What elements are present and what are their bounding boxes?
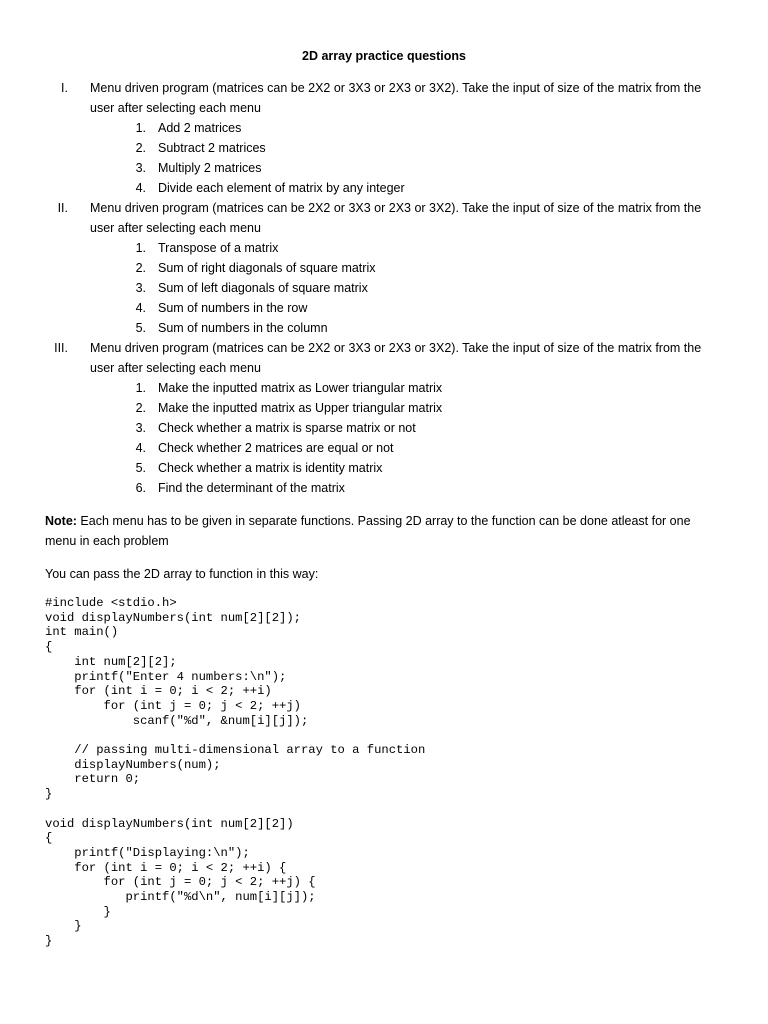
list-item-text: Sum of numbers in the column xyxy=(158,321,328,335)
list-item-text: Add 2 matrices xyxy=(158,121,242,135)
list-item-number: 3. xyxy=(135,161,146,175)
list-item-number: 5. xyxy=(135,321,146,335)
list-item-number: 4. xyxy=(135,301,146,315)
question-number: I. xyxy=(61,81,68,95)
list-item-text: Multiply 2 matrices xyxy=(158,161,262,175)
list-item-text: Sum of right diagonals of square matrix xyxy=(158,261,376,275)
note-paragraph xyxy=(45,511,725,551)
note-text: Each menu has to be given in separate functions. Passing 2D array to the function can be done atleast for one menu in each problem xyxy=(45,514,691,548)
list-item-text: Check whether a matrix is identity matrix xyxy=(158,461,383,475)
question-3-menu-list xyxy=(68,378,443,498)
page-title: 2D array practice questions xyxy=(302,49,466,63)
list-item-number: 2. xyxy=(135,261,146,275)
question-text: Menu driven program (matrices can be 2X2 or 3X3 or 2X3 or 3X2). Take the input of size of the matrix from the user after selecting each menu xyxy=(90,201,702,235)
question-text: Menu driven program (matrices can be 2X2 or 3X3 or 2X3 or 3X2). Take the input of size of the matrix from the user after selecting each menu xyxy=(90,341,702,375)
list-item-text: Divide each element of matrix by any integer xyxy=(158,181,405,195)
list-item-number: 6. xyxy=(135,481,146,495)
list-item-number: 1. xyxy=(135,241,146,255)
list-item-number: 2. xyxy=(135,141,146,155)
list-item-number: 3. xyxy=(135,421,146,435)
list-item-number: 1. xyxy=(135,381,146,395)
list-item-number: 3. xyxy=(135,281,146,295)
list-item-text: Check whether 2 matrices are equal or not xyxy=(158,441,394,455)
list-item-text: Sum of numbers in the row xyxy=(158,301,308,315)
question-number: III. xyxy=(54,341,68,355)
list-item-number: 2. xyxy=(135,401,146,415)
list-item-text: Subtract 2 matrices xyxy=(158,141,266,155)
list-item-text: Transpose of a matrix xyxy=(158,241,279,255)
intro-paragraph: You can pass the 2D array to function in this way: xyxy=(45,567,319,581)
list-item-number: 4. xyxy=(135,181,146,195)
list-item-number: 4. xyxy=(135,441,146,455)
note-label: Note: xyxy=(45,514,77,528)
list-item-text: Sum of left diagonals of square matrix xyxy=(158,281,368,295)
list-item-number: 1. xyxy=(135,121,146,135)
question-2-menu-list xyxy=(68,238,376,338)
list-item-text: Check whether a matrix is sparse matrix or not xyxy=(158,421,416,435)
list-item-text: Make the inputted matrix as Lower triangular matrix xyxy=(158,381,443,395)
question-1-menu-list xyxy=(68,118,405,198)
question-number: II. xyxy=(57,201,68,215)
list-item-number: 5. xyxy=(135,461,146,475)
list-item-text: Make the inputted matrix as Upper triangular matrix xyxy=(158,401,443,415)
code-block: #include <stdio.h> void displayNumbers(int num[2][2]); int main() { int num[2][2]; printf("Enter 4 numbers:\n"); for (int i = 0; i < 2; ++i) for (int j = 0; j < 2; ++j) scanf("%d", &num[i][j]); // passing multi-dimensional array to a function displayNumbers(num); return 0; } void displayNumbers(int num[2][2]) { printf("Displaying:\n"); for (int i = 0; i < 2; ++i) { for (int j = 0; j < 2; ++j) { printf("%d\n", num[i][j]); } } } xyxy=(45,596,426,949)
list-item-text: Find the determinant of the matrix xyxy=(158,481,345,495)
question-text: Menu driven program (matrices can be 2X2 or 3X3 or 2X3 or 3X2). Take the input of size of the matrix from the user after selecting each menu xyxy=(90,81,702,115)
